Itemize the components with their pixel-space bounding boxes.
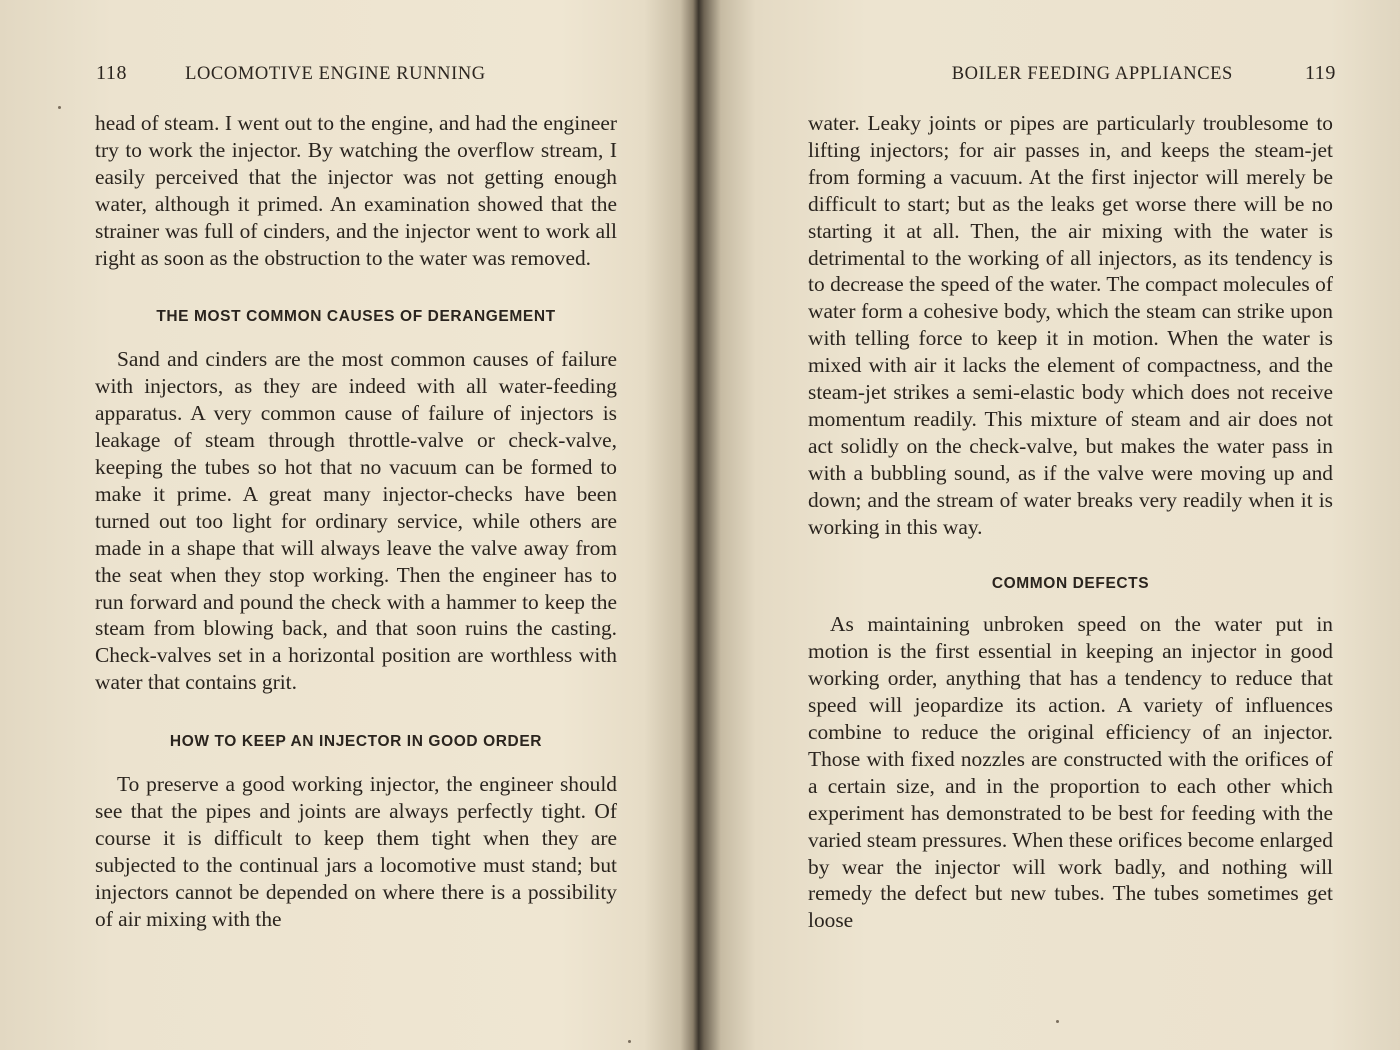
right-page-number: 119	[1304, 62, 1336, 84]
causes-paragraph: Sand and cinders are the most common causes of failure with injectors, as they are indeed with all water-feeding apparatus. A very common cause of failure of injectors is leakage of steam through throttle-valve or check-valve, keeping the tubes so hot that no vacuum can be formed to make it prime. A great many injector-checks have been turned out too light for ordinary service, while others are made in a shape that will always leave the valve away from the seat when they stop working. Then the engineer has to run forward and pound the check with a hammer to keep the steam from blowing back, and that soon ruins the casting. Check-valves set in a horizontal position are worthless with water that contains grit.	[95, 347, 617, 695]
section-heading-causes: THE MOST COMMON CAUSES OF DERANGEMENT	[156, 308, 556, 326]
keep-order-paragraph: To preserve a good working injector, the engineer should see that the pipes and joints are always perfectly tight. Of course it is difficult to keep them tight when they are subjected to the continual jars a locomotive must stand; but injectors cannot be depended on where there is a possibility of air mixing with the	[95, 772, 617, 931]
right-body-text	[808, 110, 1333, 934]
left-page	[0, 0, 696, 1050]
left-running-title: LOCOMOTIVE ENGINE RUNNING	[185, 64, 486, 84]
left-body-text	[95, 110, 617, 932]
right-running-title: BOILER FEEDING APPLIANCES	[951, 64, 1233, 84]
paper-speck	[1056, 1020, 1059, 1023]
section-heading-common-defects: COMMON DEFECTS	[991, 574, 1150, 592]
left-running-head	[96, 62, 486, 85]
right-continuation-paragraph: water. Leaky joints or pipes are particularly troublesome to lifting injectors; for air passes in, and keeps the steam-jet from forming a vacuum. At the first injector will merely be difficult to start; but as the leaks get worse there will be no starting it at all. Then, the air mixing with the water is detrimental to the working of all injectors, as its tendency is to decrease the speed of the water. The compact molecules of water form a cohesive body, which the steam can strike upon with telling force to keep it in motion. When the water is mixed with air it lacks the element of compactness, and the steam-jet strikes a semi-elastic body which does not receive momentum readily. This mixture of steam and air does not act solidly on the check-valve, but makes the water pass in with a bubbling sound, as if the valve were moving up and down; and the stream of water breaks very readily when it is working in this way.	[808, 111, 1333, 539]
paper-speck	[58, 106, 61, 109]
right-running-head	[952, 62, 1336, 85]
right-page	[706, 0, 1400, 1050]
paper-speck	[628, 1040, 631, 1043]
section-heading-keep-order: HOW TO KEEP AN INJECTOR IN GOOD ORDER	[169, 733, 543, 751]
left-continuation-paragraph: head of steam. I went out to the engine, and had the engineer try to work the injector. By watching the overflow stream, I easily perceived that the injector was not getting enough water, although it primed. An examination showed that the strainer was full of cinders, and the injector went to work all right as soon as the obstruction to the water was removed.	[95, 111, 617, 270]
left-page-number: 118	[96, 62, 128, 84]
common-defects-paragraph: As maintaining unbroken speed on the water put in motion is the first essential in keeping an injector in good working order, anything that has a tendency to reduce that speed will jeopardize its action. A variety of influences combine to reduce the original efficiency of an injector. Those with fixed nozzles are constructed with the orifices of a certain size, and in the proportion to each other which experiment has demonstrated to be best for feeding with the varied steam pressures. When these orifices become enlarged by wear the injector will work badly, and nothing will remedy the defect but new tubes. The tubes sometimes get loose	[808, 612, 1333, 933]
